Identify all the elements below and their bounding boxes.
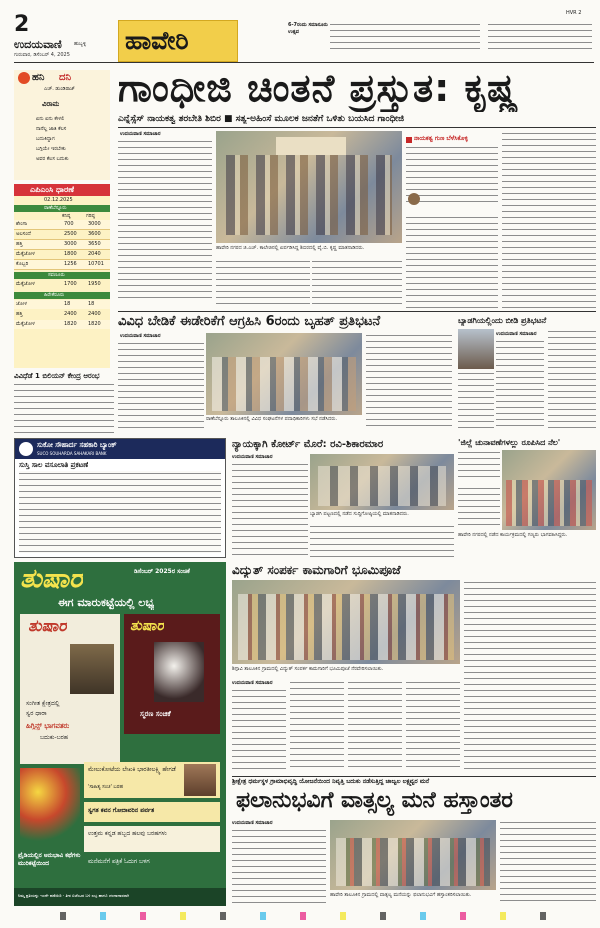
haniduni-title-b: ದನಿ bbox=[59, 72, 72, 83]
poem-line-4: ಬಗ್ಗಿಯೇ ಇರಬೇಕು bbox=[36, 146, 66, 152]
poem-line-1: ಏನು ಏನು ಕೇಳಲಿ bbox=[36, 116, 65, 122]
poem-line-2: ನಾನೆಲ್ಲ ಜಾತಿ ಕೆಲಸ bbox=[36, 126, 67, 132]
story8-col-1 bbox=[232, 828, 326, 906]
story6-col-2 bbox=[458, 486, 500, 530]
market-rows-1 bbox=[14, 220, 110, 270]
tushara-line-3: ಹಿಗ್ಗಿನ್ಸ್ ಭಾಗವತರು bbox=[26, 722, 70, 730]
crowd bbox=[506, 480, 592, 526]
ceremony-people bbox=[238, 594, 454, 660]
house-handover bbox=[336, 838, 490, 886]
story7-headline: ವಿದ್ಯುತ್ ಸಂಪರ್ಕ ಕಾಮಗಾರಿಗೆ ಭೂಮಿಪೂಜೆ bbox=[232, 563, 401, 577]
poem-line-3: ಬದುಕಿದ್ದಾಗ bbox=[36, 136, 55, 142]
poem-title: ವಿರಾಮ bbox=[42, 100, 60, 108]
tushara-bottom-left: ಪ್ರೈಡಿಯಲ್ಲಿನ ಅನುಭಾವಿ ಕಥೆಗಳು ಮುರಿಕಟ್ಟೆಯಿಂದ bbox=[18, 852, 81, 867]
magazine-cover-2 bbox=[124, 614, 220, 734]
story4-body bbox=[14, 382, 114, 434]
main-col-2 bbox=[216, 259, 310, 309]
tushara-issue: ಡಿಸೆಂಬರ್ 2025ರ ಸಂಚಿಕೆ bbox=[134, 568, 190, 575]
market-title-bar bbox=[14, 184, 110, 196]
story7-col-3 bbox=[348, 680, 402, 772]
story5-col-1 bbox=[232, 462, 308, 558]
story5-photo bbox=[310, 454, 454, 510]
quote-box bbox=[406, 131, 498, 211]
bank-logo bbox=[19, 442, 33, 456]
tushara-bottom-right: ಮನೆಮನೆಗೆ ಪತ್ರಿಕೆ ಓದುಗ ಬಳಗ bbox=[88, 858, 150, 865]
story3-col-1 bbox=[496, 339, 544, 431]
story3-col-0 bbox=[458, 371, 494, 431]
story2-photo bbox=[206, 333, 362, 415]
story3-portrait bbox=[458, 329, 494, 369]
story3-col-2 bbox=[548, 329, 596, 431]
story7-col-4 bbox=[406, 680, 460, 772]
section-title-box bbox=[118, 20, 238, 62]
story6-photo bbox=[502, 450, 596, 530]
market-section-1: ರಾಣೆಬೆನ್ನೂರು bbox=[44, 205, 67, 211]
masthead-rule bbox=[14, 62, 594, 63]
person-figures bbox=[226, 155, 392, 235]
story5-headline: ನ್ಯಾಯಕ್ಕಾಗಿ ಕೋರ್ಟ್ ಮೊರೆ: ರವಿ-ಶಿಕಾರಮಾರ bbox=[232, 439, 384, 450]
bank-name: ಸುಕೋ ಸೌಹಾರ್ದ ಸಹಕಾರಿ ಬ್ಯಾಂಕ್ bbox=[37, 441, 117, 449]
main-col-5 bbox=[502, 131, 596, 309]
page-corner: HVR 2 bbox=[566, 10, 582, 16]
story3-byline: ಉದಯವಾಣಿ ಸಮಾಚಾರ bbox=[496, 331, 537, 337]
market-row: ಮೆಕ್ಕೆಜೋಳ 1700 1950 bbox=[16, 281, 101, 287]
tushara-footer: ನಿಮ್ಮ ಪ್ರತಿಯನ್ನು ಇಂದೇ ಪಡೆಯಿರಿ - ತೀರ ಏಜೆಂಟರ ಬಳಿ ಲಭ್ಯ ಹಾಗೂ ಚಂದಾದಾರರಾಗಿ bbox=[18, 893, 130, 898]
top-brief bbox=[330, 22, 480, 54]
tushara-line-1: ಸಂಗೀತ ಕ್ಷೇತ್ರದಲ್ಲಿ bbox=[26, 700, 60, 707]
main-subhead: ಎನ್ನೆಸ್ಸೆಸ್ ನಾಯಕತ್ವ ತರಬೇತಿ ಶಿಬಿರ ■ ಸತ್ಯ-ಅಹಿಂಸೆ ಮೂಲಕ ಜನತೆಗೆ ಒಳಿತು ಬಯಸಿದ ಗಾಂಧೀಜಿ bbox=[118, 114, 405, 124]
market-section-3: ಹಿರೇಕೆರೂರು bbox=[44, 292, 65, 298]
story2-caption: ರಾಣೆಬೆನ್ನೂರು ತಾಲೂಕಿನಲ್ಲಿ ವಿವಿಧ ಸಂಘಟನೆಗಳ ಪದಾಧಿಕಾರಿಗಳು ಸಭೆ ನಡೆಸಿದರು. bbox=[206, 416, 338, 422]
story7-photo bbox=[232, 580, 460, 664]
market-date: 02.12.2025 bbox=[44, 197, 73, 203]
story3-headline: ಬ್ಯಾಡಗಿಯಲ್ಲಿಂದು ಬೀಡಿ ಪ್ರತಿಭಟನೆ bbox=[458, 316, 547, 325]
cover2-brand: ತುಷಾರ bbox=[130, 618, 164, 634]
market-title: ಎಪಿಎಂಸಿ ಧಾರಣೆ bbox=[30, 185, 75, 194]
story6-headline: 'ಜಿಲ್ಲೆ ಚುನಾವಣೆಗಳಲ್ಲು ರೂಪಿಸಿದ ನೆಲ' bbox=[458, 438, 561, 447]
bottom-mid-box bbox=[84, 826, 220, 852]
main-rule bbox=[118, 127, 596, 128]
story5-col-2 bbox=[310, 524, 454, 558]
bank-header bbox=[15, 439, 225, 459]
tushara-footer-bar bbox=[14, 888, 226, 906]
market-row: ಮೆಕ್ಕೆಜೋಳ 1800 2040 bbox=[14, 250, 110, 260]
story2-headline: ವಿವಿಧ ಬೇಡಿಕೆ ಈಡೇರಿಕೆಗೆ ಆಗ್ರಹಿಸಿ 6ರಂದು ಬೃಹತ್ ಪ್ರತಿಭಟನೆ bbox=[118, 314, 381, 329]
masthead bbox=[0, 0, 600, 68]
main-col-4 bbox=[406, 215, 498, 309]
market-row: ಜೋಳ 18 18 bbox=[14, 300, 110, 309]
cover-portrait bbox=[70, 644, 114, 694]
market-col-min: ಕನಿಷ್ಠ bbox=[62, 213, 71, 219]
cover2-title: ಸ್ಮರಣ ಸಂಚಿಕೆ bbox=[140, 710, 171, 718]
main-byline: ಉದಯವಾಣಿ ಸಮಾಚಾರ bbox=[120, 131, 161, 137]
quote-title: ನಾಯಕತ್ವ ಗುಣ ಬೆಳೆಸಿಕೊಳ್ಳಿ bbox=[414, 135, 468, 142]
flowers-image bbox=[20, 768, 80, 848]
author-photo bbox=[184, 764, 216, 796]
bank-name-en: SUCO SOUHARDA SAHAKARI BANK bbox=[37, 451, 107, 456]
market-section-1-bar bbox=[14, 205, 110, 212]
story2-byline: ಉದಯವಾಣಿ ಸಮಾಚಾರ bbox=[120, 333, 161, 339]
banner-in-photo bbox=[276, 137, 346, 155]
top-event: 6-7ರಂದು ಸಮಾನೂರು ಉತ್ಸವ bbox=[288, 22, 328, 35]
right-column-body bbox=[464, 580, 596, 772]
market-section-2: ಸವಣೂರು bbox=[48, 272, 65, 278]
registration-strip bbox=[60, 912, 550, 920]
market-row: ಅಲಸಂದೆ 2500 3600 bbox=[14, 230, 110, 240]
story5-caption: ಬ್ಯಾಡಗಿ ಪಟ್ಟಣದಲ್ಲಿ ನಡೆದ ಸುದ್ದಿಗೋಷ್ಠಿಯಲ್ಲಿ ಮಾತನಾಡಿದರು. bbox=[310, 511, 409, 517]
bank-ad bbox=[14, 438, 226, 558]
main-col-1 bbox=[118, 139, 212, 299]
market-col-max: ಗರಿಷ್ಠ bbox=[86, 213, 95, 219]
story2-col-1 bbox=[118, 341, 204, 429]
tushara-ad bbox=[14, 562, 226, 906]
cover2-figure bbox=[154, 642, 204, 702]
quote-mark-icon bbox=[406, 137, 412, 143]
market-box bbox=[14, 184, 110, 368]
magazine-cover-1 bbox=[20, 614, 120, 764]
story6-col-1 bbox=[458, 450, 500, 482]
story4-headline: ವಿವಿಧೆಡೆ 1 ಬಿಲಿಯನ್ ಕೇಂದ್ರ ಆರಂಭ bbox=[14, 372, 100, 380]
market-row: ಕೊಬ್ಬರಿ 1256 10701 bbox=[14, 260, 110, 270]
market-row: ಹತ್ತಿ 3000 3650 bbox=[14, 240, 110, 250]
main-col-3 bbox=[312, 259, 402, 309]
tushara-bottom-mid: ಉತ್ತಮ ಕನ್ನಡ ಹಬ್ಬದ ಹಲವು ಬರಹಗಳು bbox=[88, 830, 167, 837]
haniduni-title-a: ಹನಿ bbox=[32, 72, 45, 83]
section-title: ಹಾವೇರಿ bbox=[125, 26, 189, 55]
main-bottom-rule bbox=[118, 311, 596, 312]
story8-col-2 bbox=[500, 820, 596, 906]
story8-photo bbox=[330, 820, 496, 890]
dateline: ಗುರುವಾರ, ಡಿಸೆಂಬರ್ 4, 2025 bbox=[14, 52, 70, 58]
tushara-line-4: ಬದುಕು-ಬರಹ bbox=[40, 734, 69, 741]
haniduni-logo bbox=[18, 72, 30, 84]
story6-caption: ಹಾವೇರಿ ನಗರದಲ್ಲಿ ನಡೆದ ಕಾರ್ಯಕ್ರಮದಲ್ಲಿ ಗಣ್ಯರು ಭಾಗವಹಿಸಿದ್ದರು. bbox=[458, 532, 568, 538]
bank-notice: ಸುಸ್ತಿ ಸಾಲ ವಸೂಲಾತಿ ಪ್ರಕಟಣೆ bbox=[19, 461, 89, 469]
main-headline: ಗಾಂಧೀಜಿ ಚಿಂತನೆ ಪ್ರಸ್ತುತ: ಕೃಷ್ಣ bbox=[118, 66, 520, 110]
main-photo bbox=[216, 131, 402, 243]
tushara-line-2: ಸ್ವರ ಧಾರಾ bbox=[26, 710, 47, 717]
market-row: ಶೇಂಗಾ 700 3000 bbox=[14, 220, 110, 230]
feature-box bbox=[84, 762, 220, 798]
story7-col-2 bbox=[290, 680, 344, 772]
edition-label: ಹುಬ್ಬಳ್ಳಿ bbox=[74, 41, 87, 47]
main-caption: ಹಾವೇರಿ ನಗರದ ಜಿ.ಎಚ್. ಕಾಲೇಜಿನಲ್ಲಿ ಏರ್ಪಡಿಸಿದ್ದ ಶಿಬಿರದಲ್ಲಿ ವೈ.ಬಿ. ಕೃಷ್ಣ ಮಾತನಾಡಿದರು. bbox=[216, 245, 365, 251]
bank-text bbox=[19, 471, 221, 553]
top-brief-2 bbox=[488, 22, 592, 54]
tushara-available: ಈಗ ಮಾರುಕಟ್ಟೆಯಲ್ಲಿ ಲಭ್ಯ bbox=[58, 596, 155, 609]
poem-line-5: ಅವರ ಕೆಲಸ ಬದುಕು bbox=[36, 156, 69, 162]
poem-box bbox=[84, 802, 220, 822]
story8-caption: ಹಾವೇರಿ ತಾಲೂಕಿನ ಗ್ರಾಮದಲ್ಲಿ ವಾತ್ಸಲ್ಯ ಮನೆಯನ್ನು ಫಲಾನುಭವಿಗೆ ಹಸ್ತಾಂತರಿಸಲಾಯಿತು. bbox=[330, 892, 472, 898]
tushara-brand: ತುಷಾರ bbox=[20, 564, 83, 594]
haniduni-author: ಎಚ್. ಡುಂಡಿರಾಜ್ bbox=[44, 86, 75, 92]
story2-col-2 bbox=[366, 333, 452, 429]
tushara-poem: ಸ್ವಗತ ಕವನ ಗೋದಾವರಿನ ಪರ್ವತ bbox=[88, 807, 155, 814]
market-row: ಮೆಕ್ಕೆಜೋಳ 1820 1820 bbox=[14, 320, 110, 329]
story8-banner: ಶ್ರೀಕ್ಷೇತ್ರ ಧರ್ಮಸ್ಥಳ ಗ್ರಾಮಾಭಿವೃದ್ಧಿ ಯೋಜನೆಯಿಂದ ನಿವೃತ್ತಿ ಬದುಕು ನಡೆಸುತ್ತಿದ್ದ ಜಾಜ್ವಲ ಲಕ್ಷ್ಮವ್ವರ ಮನೆ bbox=[232, 778, 430, 785]
cover-brand: ತುಷಾರ bbox=[28, 616, 67, 635]
haniduni-box bbox=[14, 70, 110, 180]
story8-byline: ಉದಯವಾಣಿ ಸಮಾಚಾರ bbox=[232, 820, 273, 826]
story8-rule bbox=[232, 776, 596, 777]
story7-byline: ಉದಯವಾಣಿ ಸಮಾಚಾರ bbox=[232, 680, 273, 686]
story7-col-1 bbox=[232, 688, 286, 772]
story8-headline: ಫಲಾನುಭವಿಗೆ ವಾತ್ಸಲ್ಯ ಮನೆ ಹಸ್ತಾಂತರ bbox=[236, 788, 513, 813]
market-section-3-bar bbox=[14, 292, 110, 299]
market-row: ಹತ್ತಿ 2400 2400 bbox=[16, 311, 101, 317]
feature-sub: 'ಸಾಹಿತ್ಯ ಸಂಚ' ಬರಹ bbox=[88, 784, 123, 790]
speaker-avatar bbox=[408, 193, 420, 205]
seated-people bbox=[212, 357, 356, 411]
press-people bbox=[318, 466, 446, 506]
page-number: 2 bbox=[14, 12, 30, 37]
story7-caption: ಶಿಗ್ಗಾವಿ ತಾಲೂಕಿನ ಗ್ರಾಮದಲ್ಲಿ ವಿದ್ಯುತ್ ಸಂಪರ್ಕ ಕಾಮಗಾರಿಗೆ ಭೂಮಿಪೂಜೆ ನೆರವೇರಿಸಲಾಯಿತು. bbox=[232, 666, 384, 672]
market-section-2-bar bbox=[14, 272, 110, 279]
story5-byline: ಉದಯವಾಣಿ ಸಮಾಚಾರ bbox=[232, 454, 273, 460]
paper-name: ಉದಯವಾಣಿ bbox=[14, 38, 62, 51]
feature-text: ಮೇಲುಕೋಟೆಯ ಲೇಖಕಿ ಭಾರತೀಲಕ್ಷ್ಮಿ ಹೇಗಡೆ bbox=[88, 766, 176, 773]
